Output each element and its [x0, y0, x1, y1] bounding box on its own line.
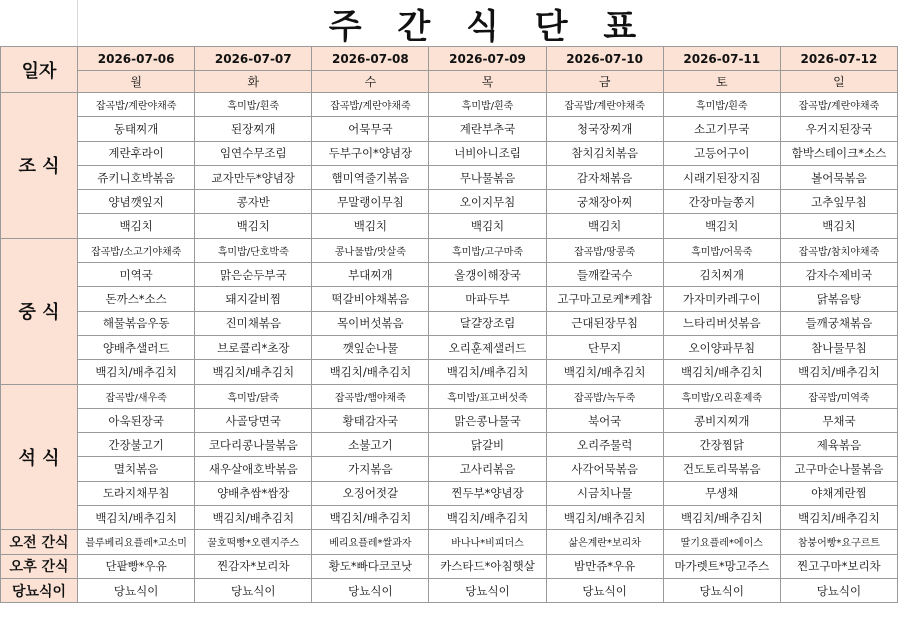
menu-item: 잡곡밥/미역죽: [780, 384, 897, 408]
menu-item: 흑미밥/어묵죽: [663, 238, 780, 262]
date-cell: 2026-07-12: [780, 47, 897, 71]
menu-item: 건도토리묵볶음: [663, 457, 780, 481]
menu-item: 제육볶음: [780, 433, 897, 457]
menu-item: 시금치나물: [546, 481, 663, 505]
menu-item: 고등어구이: [663, 141, 780, 165]
menu-item: 잡곡밥/계란야채죽: [546, 93, 663, 117]
title-row: [0, 0, 900, 46]
menu-item: 교자만두*양념장: [195, 165, 312, 189]
snack-item: 찐고구마*보리차: [780, 554, 897, 578]
day-cell: 목: [429, 71, 546, 93]
menu-item: 사골당면국: [195, 408, 312, 432]
snack-item: 꿀호떡빵*오렌지주스: [195, 530, 312, 554]
meal-row: [1, 360, 898, 384]
menu-item: 아욱된장국: [78, 408, 195, 432]
meal-row: [1, 238, 898, 262]
menu-item: 감자채볶음: [546, 165, 663, 189]
meal-row: [1, 117, 898, 141]
menu-item: 잡곡밥/계란야채죽: [78, 93, 195, 117]
menu-item: 감자수제비국: [780, 263, 897, 287]
meal-row: [1, 433, 898, 457]
menu-item: 백김치: [429, 214, 546, 238]
meal-row: [1, 165, 898, 189]
menu-item: 함박스테이크*소스: [780, 141, 897, 165]
menu-item: 무채국: [780, 408, 897, 432]
menu-item: 가자미카레구이: [663, 287, 780, 311]
snack-item: 베리요플레*쌀과자: [312, 530, 429, 554]
menu-item: 어묵무국: [312, 117, 429, 141]
menu-item: 무생채: [663, 481, 780, 505]
snack-item: 당뇨식이: [780, 578, 897, 602]
menu-item: 흑미밥/흰죽: [663, 93, 780, 117]
snack-item: 삶은계란*보리차: [546, 530, 663, 554]
menu-item: 백김치/배추김치: [429, 506, 546, 530]
menu-item: 소고기무국: [663, 117, 780, 141]
menu-item: 궁채장아찌: [546, 190, 663, 214]
menu-item: 백김치/배추김치: [195, 506, 312, 530]
menu-item: 잡곡밥/소고기야채죽: [78, 238, 195, 262]
menu-item: 백김치: [195, 214, 312, 238]
meal-label: 중 식: [1, 238, 78, 384]
meal-row: [1, 263, 898, 287]
day-cell: 토: [663, 71, 780, 93]
menu-item: 백김치: [663, 214, 780, 238]
menu-item: 닭갈비: [429, 433, 546, 457]
title-spacer: [0, 0, 78, 46]
menu-item: 무말랭이무침: [312, 190, 429, 214]
menu-item: 진미채볶음: [195, 311, 312, 335]
snack-item: 당뇨식이: [195, 578, 312, 602]
menu-item: 오리주물럭: [546, 433, 663, 457]
menu-item: 잡곡밥/계란야채죽: [312, 93, 429, 117]
meal-row: [1, 384, 898, 408]
snack-item: 당뇨식이: [78, 578, 195, 602]
menu-item: 근대된장무침: [546, 311, 663, 335]
day-cell: 수: [312, 71, 429, 93]
menu-item: 떡갈비야채볶음: [312, 287, 429, 311]
snack-item: 당뇨식이: [312, 578, 429, 602]
menu-item: 백김치: [312, 214, 429, 238]
meal-row: [1, 287, 898, 311]
menu-item: 들깨칼국수: [546, 263, 663, 287]
menu-item: 무나물볶음: [429, 165, 546, 189]
menu-item: 코다리콩나물볶음: [195, 433, 312, 457]
menu-item: 사각어묵볶음: [546, 457, 663, 481]
meal-row: [1, 457, 898, 481]
menu-item: 쥬키니호박볶음: [78, 165, 195, 189]
menu-item: 오이지무침: [429, 190, 546, 214]
menu-item: 잡곡밥/계란야채죽: [780, 93, 897, 117]
menu-item: 흑미밥/닭죽: [195, 384, 312, 408]
snack-item: 황도*빠다코코낫: [312, 554, 429, 578]
snack-item: 당뇨식이: [546, 578, 663, 602]
meal-row: [1, 506, 898, 530]
meal-row: [1, 311, 898, 335]
menu-item: 맑은콩나물국: [429, 408, 546, 432]
meal-label: 석 식: [1, 384, 78, 530]
menu-item: 간장찜닭: [663, 433, 780, 457]
menu-item: 우거지된장국: [780, 117, 897, 141]
menu-item: 참나물무침: [780, 335, 897, 359]
menu-item: 도라지채무침: [78, 481, 195, 505]
menu-item: 백김치/배추김치: [78, 360, 195, 384]
menu-item: 백김치: [780, 214, 897, 238]
snack-row: [1, 530, 898, 554]
menu-item: 잡곡밥/햄야채죽: [312, 384, 429, 408]
date-header-label: 일자: [1, 47, 78, 93]
menu-item: 동태찌개: [78, 117, 195, 141]
menu-item: 닭볶음탕: [780, 287, 897, 311]
menu-item: 오징어젓갈: [312, 481, 429, 505]
day-cell: 화: [195, 71, 312, 93]
day-cell: 월: [78, 71, 195, 93]
menu-item: 백김치/배추김치: [663, 360, 780, 384]
meal-row: [1, 335, 898, 359]
meal-row: [1, 481, 898, 505]
snack-item: 블루베리요플레*고소미: [78, 530, 195, 554]
meal-label: 조 식: [1, 93, 78, 239]
menu-item: 고구마고로케*케찹: [546, 287, 663, 311]
menu-item: 계란부추국: [429, 117, 546, 141]
menu-item: 야채계란찜: [780, 481, 897, 505]
menu-item: 백김치/배추김치: [78, 506, 195, 530]
menu-item: 백김치/배추김치: [663, 506, 780, 530]
menu-item: 시래기된장지짐: [663, 165, 780, 189]
menu-item: 단무지: [546, 335, 663, 359]
menu-item: 백김치/배추김치: [780, 506, 897, 530]
snack-row: [1, 554, 898, 578]
menu-item: 브로콜리*초장: [195, 335, 312, 359]
menu-item: 콩자반: [195, 190, 312, 214]
menu-item: 목이버섯볶음: [312, 311, 429, 335]
menu-item: 잡곡밥/녹두죽: [546, 384, 663, 408]
menu-item: 참치김치볶음: [546, 141, 663, 165]
menu-item: 너비아니조림: [429, 141, 546, 165]
menu-item: 된장찌개: [195, 117, 312, 141]
snack-label: 오전 간식: [1, 530, 78, 554]
snack-row: [1, 578, 898, 602]
menu-item: 흑미밥/고구마죽: [429, 238, 546, 262]
date-cell: 2026-07-07: [195, 47, 312, 71]
snack-item: 당뇨식이: [663, 578, 780, 602]
meal-row: [1, 141, 898, 165]
menu-item: 잡곡밥/참치야채죽: [780, 238, 897, 262]
meal-row: [1, 190, 898, 214]
menu-item: 콩나물밥/맛살죽: [312, 238, 429, 262]
menu-item: 새우살애호박볶음: [195, 457, 312, 481]
snack-label: 당뇨식이: [1, 578, 78, 602]
menu-item: 양념깻잎지: [78, 190, 195, 214]
menu-item: 햄미역줄기볶음: [312, 165, 429, 189]
meal-row: [1, 214, 898, 238]
snack-item: 당뇨식이: [429, 578, 546, 602]
meal-row: [1, 93, 898, 117]
menu-item: 백김치/배추김치: [195, 360, 312, 384]
menu-item: 느타리버섯볶음: [663, 311, 780, 335]
menu-item: 백김치/배추김치: [429, 360, 546, 384]
date-cell: 2026-07-11: [663, 47, 780, 71]
menu-item: 돈까스*소스: [78, 287, 195, 311]
menu-item: 백김치/배추김치: [780, 360, 897, 384]
menu-item: 잡곡밥/새우죽: [78, 384, 195, 408]
menu-item: 백김치/배추김치: [312, 506, 429, 530]
day-cell: 일: [780, 71, 897, 93]
menu-item: 들깨궁채볶음: [780, 311, 897, 335]
snack-item: 찐감자*보리차: [195, 554, 312, 578]
date-cell: 2026-07-06: [78, 47, 195, 71]
menu-item: 간장마늘쫑지: [663, 190, 780, 214]
menu-item: 청국장찌개: [546, 117, 663, 141]
menu-item: 김치찌개: [663, 263, 780, 287]
snack-item: 참붕어빵*요구르트: [780, 530, 897, 554]
menu-item: 계란후라이: [78, 141, 195, 165]
menu-item: 백김치/배추김치: [546, 360, 663, 384]
menu-item: 깻잎순나물: [312, 335, 429, 359]
menu-item: 해물볶음우동: [78, 311, 195, 335]
date-cell: 2026-07-09: [429, 47, 546, 71]
menu-item: 부대찌개: [312, 263, 429, 287]
menu-item: 잡곡밥/땅콩죽: [546, 238, 663, 262]
menu-item: 백김치/배추김치: [546, 506, 663, 530]
snack-item: 마가렛트*망고주스: [663, 554, 780, 578]
menu-item: 고사리볶음: [429, 457, 546, 481]
menu-item: 고구마순나물볶음: [780, 457, 897, 481]
menu-item: 황태감자국: [312, 408, 429, 432]
snack-item: 밤만쥬*우유: [546, 554, 663, 578]
snack-item: 바나나*비피더스: [429, 530, 546, 554]
menu-item: 미역국: [78, 263, 195, 287]
day-cell: 금: [546, 71, 663, 93]
menu-item: 백김치: [78, 214, 195, 238]
date-cell: 2026-07-10: [546, 47, 663, 71]
menu-item: 백김치/배추김치: [312, 360, 429, 384]
snack-item: 카스타드*아침햇살: [429, 554, 546, 578]
menu-item: 흑미밥/단호박죽: [195, 238, 312, 262]
menu-item: 오리훈제샐러드: [429, 335, 546, 359]
menu-item: 돼지갈비찜: [195, 287, 312, 311]
menu-item: 흑미밥/흰죽: [429, 93, 546, 117]
menu-item: 볼어묵볶음: [780, 165, 897, 189]
menu-item: 간장불고기: [78, 433, 195, 457]
meal-row: [1, 408, 898, 432]
menu-item: 찐두부*양념장: [429, 481, 546, 505]
snack-item: 딸기요플레*에이스: [663, 530, 780, 554]
menu-item: 흑미밥/오리훈제죽: [663, 384, 780, 408]
menu-item: 콩비지찌개: [663, 408, 780, 432]
menu-item: 북어국: [546, 408, 663, 432]
snack-item: 단팥빵*우유: [78, 554, 195, 578]
menu-item: 달걀장조림: [429, 311, 546, 335]
menu-item: 고추잎무침: [780, 190, 897, 214]
page-title: 주 간 식 단 표: [328, 6, 649, 47]
weekly-menu-table: [0, 46, 898, 603]
menu-item: 멸치볶음: [78, 457, 195, 481]
menu-item: 맑은순두부국: [195, 263, 312, 287]
menu-item: 올갱이해장국: [429, 263, 546, 287]
menu-item: 오이양파무침: [663, 335, 780, 359]
menu-item: 소불고기: [312, 433, 429, 457]
menu-item: 양배추샐러드: [78, 335, 195, 359]
menu-item: 가지볶음: [312, 457, 429, 481]
menu-item: 마파두부: [429, 287, 546, 311]
menu-item: 임연수무조림: [195, 141, 312, 165]
menu-item: 백김치: [546, 214, 663, 238]
date-cell: 2026-07-08: [312, 47, 429, 71]
snack-label: 오후 간식: [1, 554, 78, 578]
menu-item: 흑미밥/표고버섯죽: [429, 384, 546, 408]
menu-item: 흑미밥/흰죽: [195, 93, 312, 117]
menu-item: 양배추쌈*쌈장: [195, 481, 312, 505]
menu-item: 두부구이*양념장: [312, 141, 429, 165]
